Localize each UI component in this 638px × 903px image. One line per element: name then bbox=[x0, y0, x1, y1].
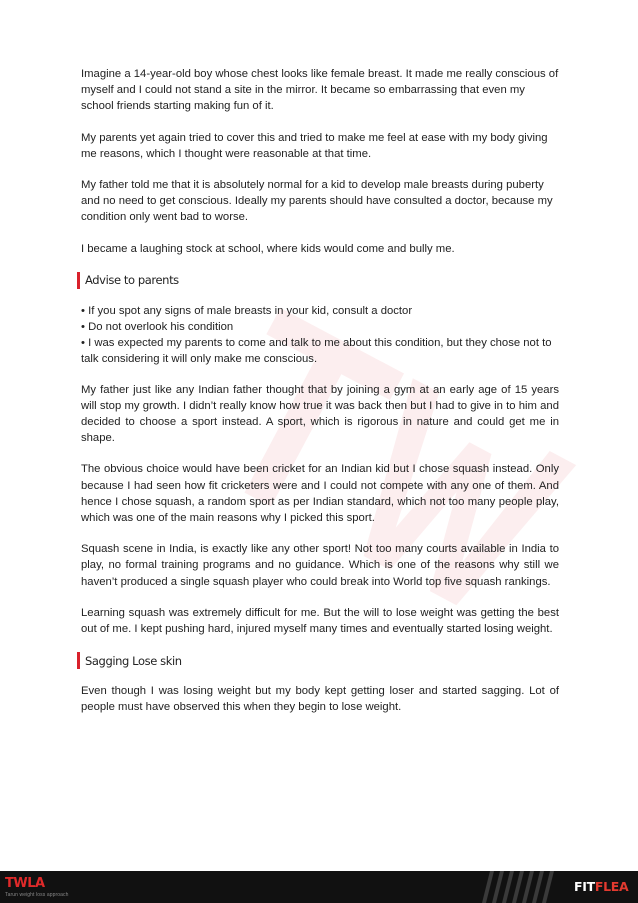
advice-bullet-list bbox=[81, 303, 559, 368]
bullet-item: • Do not overlook his condition bbox=[81, 321, 234, 334]
body-paragraph: Squash scene in India, is exactly like any other sport! Not too many courts available in India to play, no formal training programs and no guidance. Which is one of the reasons why still we haven’t produced a single squash player who could break into World top five squash rankings. bbox=[81, 543, 559, 588]
bullet-item: • If you spot any signs of male breasts in your kid, consult a doctor bbox=[81, 304, 413, 317]
intro-paragraph-2: My parents yet again tried to cover this and tried to make me feel at ease with my body giving me reasons, which I thought were reasonable at that time. bbox=[81, 131, 548, 160]
heading-accent-bar bbox=[77, 272, 80, 289]
bullet-item: • I was expected my parents to come and talk to me about this condition, but they chose not to talk considering it will only make me conscious. bbox=[81, 337, 552, 366]
fitflea-logo bbox=[574, 879, 628, 894]
heading-text: Advise to parents bbox=[85, 273, 179, 288]
heading-accent-bar bbox=[77, 652, 80, 669]
intro-paragraph-1: Imagine a 14-year-old boy whose chest looks like female breast. It made me really conscious of myself and I could not stand a site in the mirror. It became so embarrassing that even my school friends starting making fun of it. bbox=[81, 68, 559, 113]
intro-paragraph-3: My father told me that it is absolutely normal for a kid to develop male breasts during puberty and no need to get conscious. Ideally my parents should have consulted a doctor, because my condition only went bad to worse. bbox=[81, 179, 553, 224]
twla-tagline: Tarun weight loss approach bbox=[5, 892, 69, 898]
footer-stripes-decoration bbox=[482, 871, 562, 903]
heading-text: Sagging Lose skin bbox=[85, 653, 182, 668]
fitflea-logo-flea: FLEA bbox=[594, 879, 629, 894]
body-paragraph: My father just like any Indian father thought that by joining a gym at an early age of 15 years will stop my growth. I didn’t really know how true it was back then but I had to give in to him and decided to choose a sport instead. A sport, which is rigorous in nature and could get me in shape. bbox=[81, 383, 559, 445]
fitflea-logo-fit: FIT bbox=[574, 879, 595, 894]
page-footer bbox=[0, 871, 638, 903]
body-paragraph: Learning squash was extremely difficult for me. But the will to lose weight was getting the best out of me. I kept pushing hard, injured myself many times and eventually started losing weight. bbox=[81, 606, 559, 636]
section-heading-advise bbox=[77, 272, 559, 289]
body-paragraph: The obvious choice would have been cricket for an Indian kid but I chose squash instead. Only because I had seen how fit cricketers were and I could not compete with any one of them. And hence I chose squash, a random sport as per Indian standard, which not too many people play, which was one of the main reasons why I picked this sport. bbox=[81, 463, 559, 525]
section-heading-sagging bbox=[77, 652, 559, 669]
document-body bbox=[81, 66, 559, 731]
intro-paragraph-4: I became a laughing stock at school, where kids would come and bully me. bbox=[81, 242, 455, 255]
body-paragraph: Even though I was losing weight but my body kept getting loser and started sagging. Lot of people must have observed this when they begin to lose weight. bbox=[81, 685, 559, 714]
twla-logo: TWLA bbox=[5, 876, 45, 891]
